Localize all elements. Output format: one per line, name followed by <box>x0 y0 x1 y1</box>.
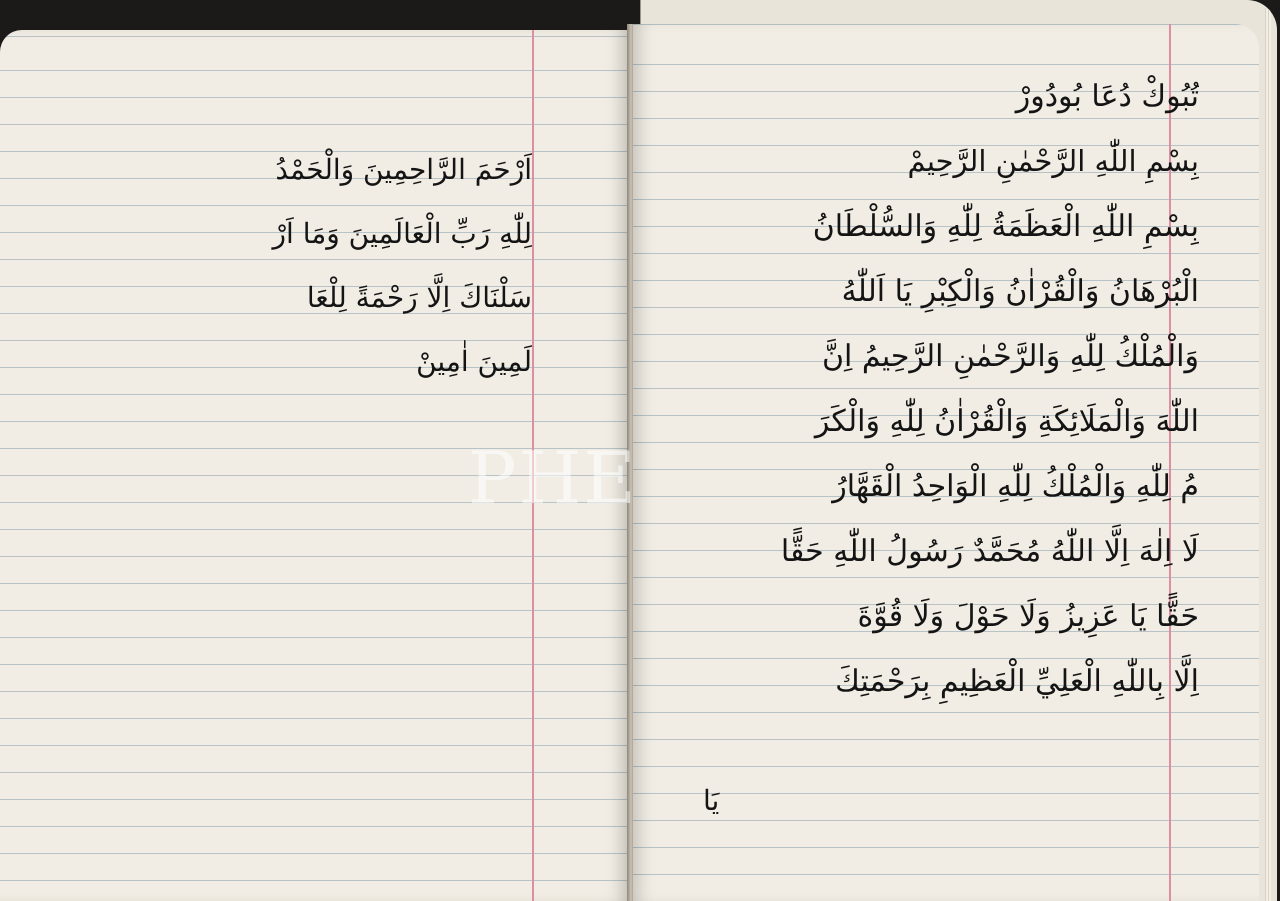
right-line-7: لَا اِلٰهَ اِلَّا اللّٰهُ مُحَمَّدٌ رَسُولُ اللّٰهِ حَقًّا <box>780 534 1199 569</box>
left-line-2: لِلّٰهِ رَبِّ الْعَالَمِينَ وَمَا اَرْ <box>272 217 532 250</box>
right-page <box>633 24 1259 901</box>
right-page-text <box>639 64 1199 714</box>
right-line-1: بِسْمِ اللّٰهِ الرَّحْمٰنِ الرَّحِيمْ <box>907 144 1199 178</box>
right-line-6: مُ لِلّٰهِ وَالْمُلْكُ لِلّٰهِ الْوَاحِدُ الْقَهَّارُ <box>832 469 1199 504</box>
right-line-2: بِسْمِ اللّٰهِ الْعَظَمَةُ لِلّٰهِ وَالسُّلْطَانُ <box>812 209 1199 244</box>
right-line-5: اللّٰهَ وَالْمَلَائِكَةِ وَالْقُرْاٰنُ لِلّٰهِ وَالْكَرَ <box>814 404 1199 439</box>
catchword: يَا <box>703 784 720 817</box>
right-line-9: اِلَّا بِاللّٰهِ الْعَلِيِّ الْعَظِيمِ بِرَحْمَتِكَ <box>835 664 1199 699</box>
left-line-3: سَلْنَاكَ اِلَّا رَحْمَةً لِلْعَا <box>306 281 532 314</box>
right-line-8: حَقًّا يَا عَزِيزُ وَلَا حَوْلَ وَلَا قُوَّةَ <box>857 599 1199 634</box>
watermark: PHE <box>468 436 638 520</box>
left-page-text <box>112 138 532 394</box>
right-line-3: الْبُرْهَانُ وَالْقُرْاٰنُ وَالْكِبْرِ يَا اَللّٰهُ <box>841 274 1199 309</box>
right-line-4: وَالْمُلْكُ لِلّٰهِ وَالرَّحْمٰنِ الرَّحِيمُ اِنَّ <box>821 339 1199 374</box>
right-page-heading: تُبُوكْ دُعَا بُودُورْ <box>1015 79 1199 114</box>
left-line-4: لَمِينَ اٰمِينْ <box>416 345 532 378</box>
left-line-1: اَرْحَمَ الرَّاحِمِينَ وَالْحَمْدُ <box>275 153 532 186</box>
